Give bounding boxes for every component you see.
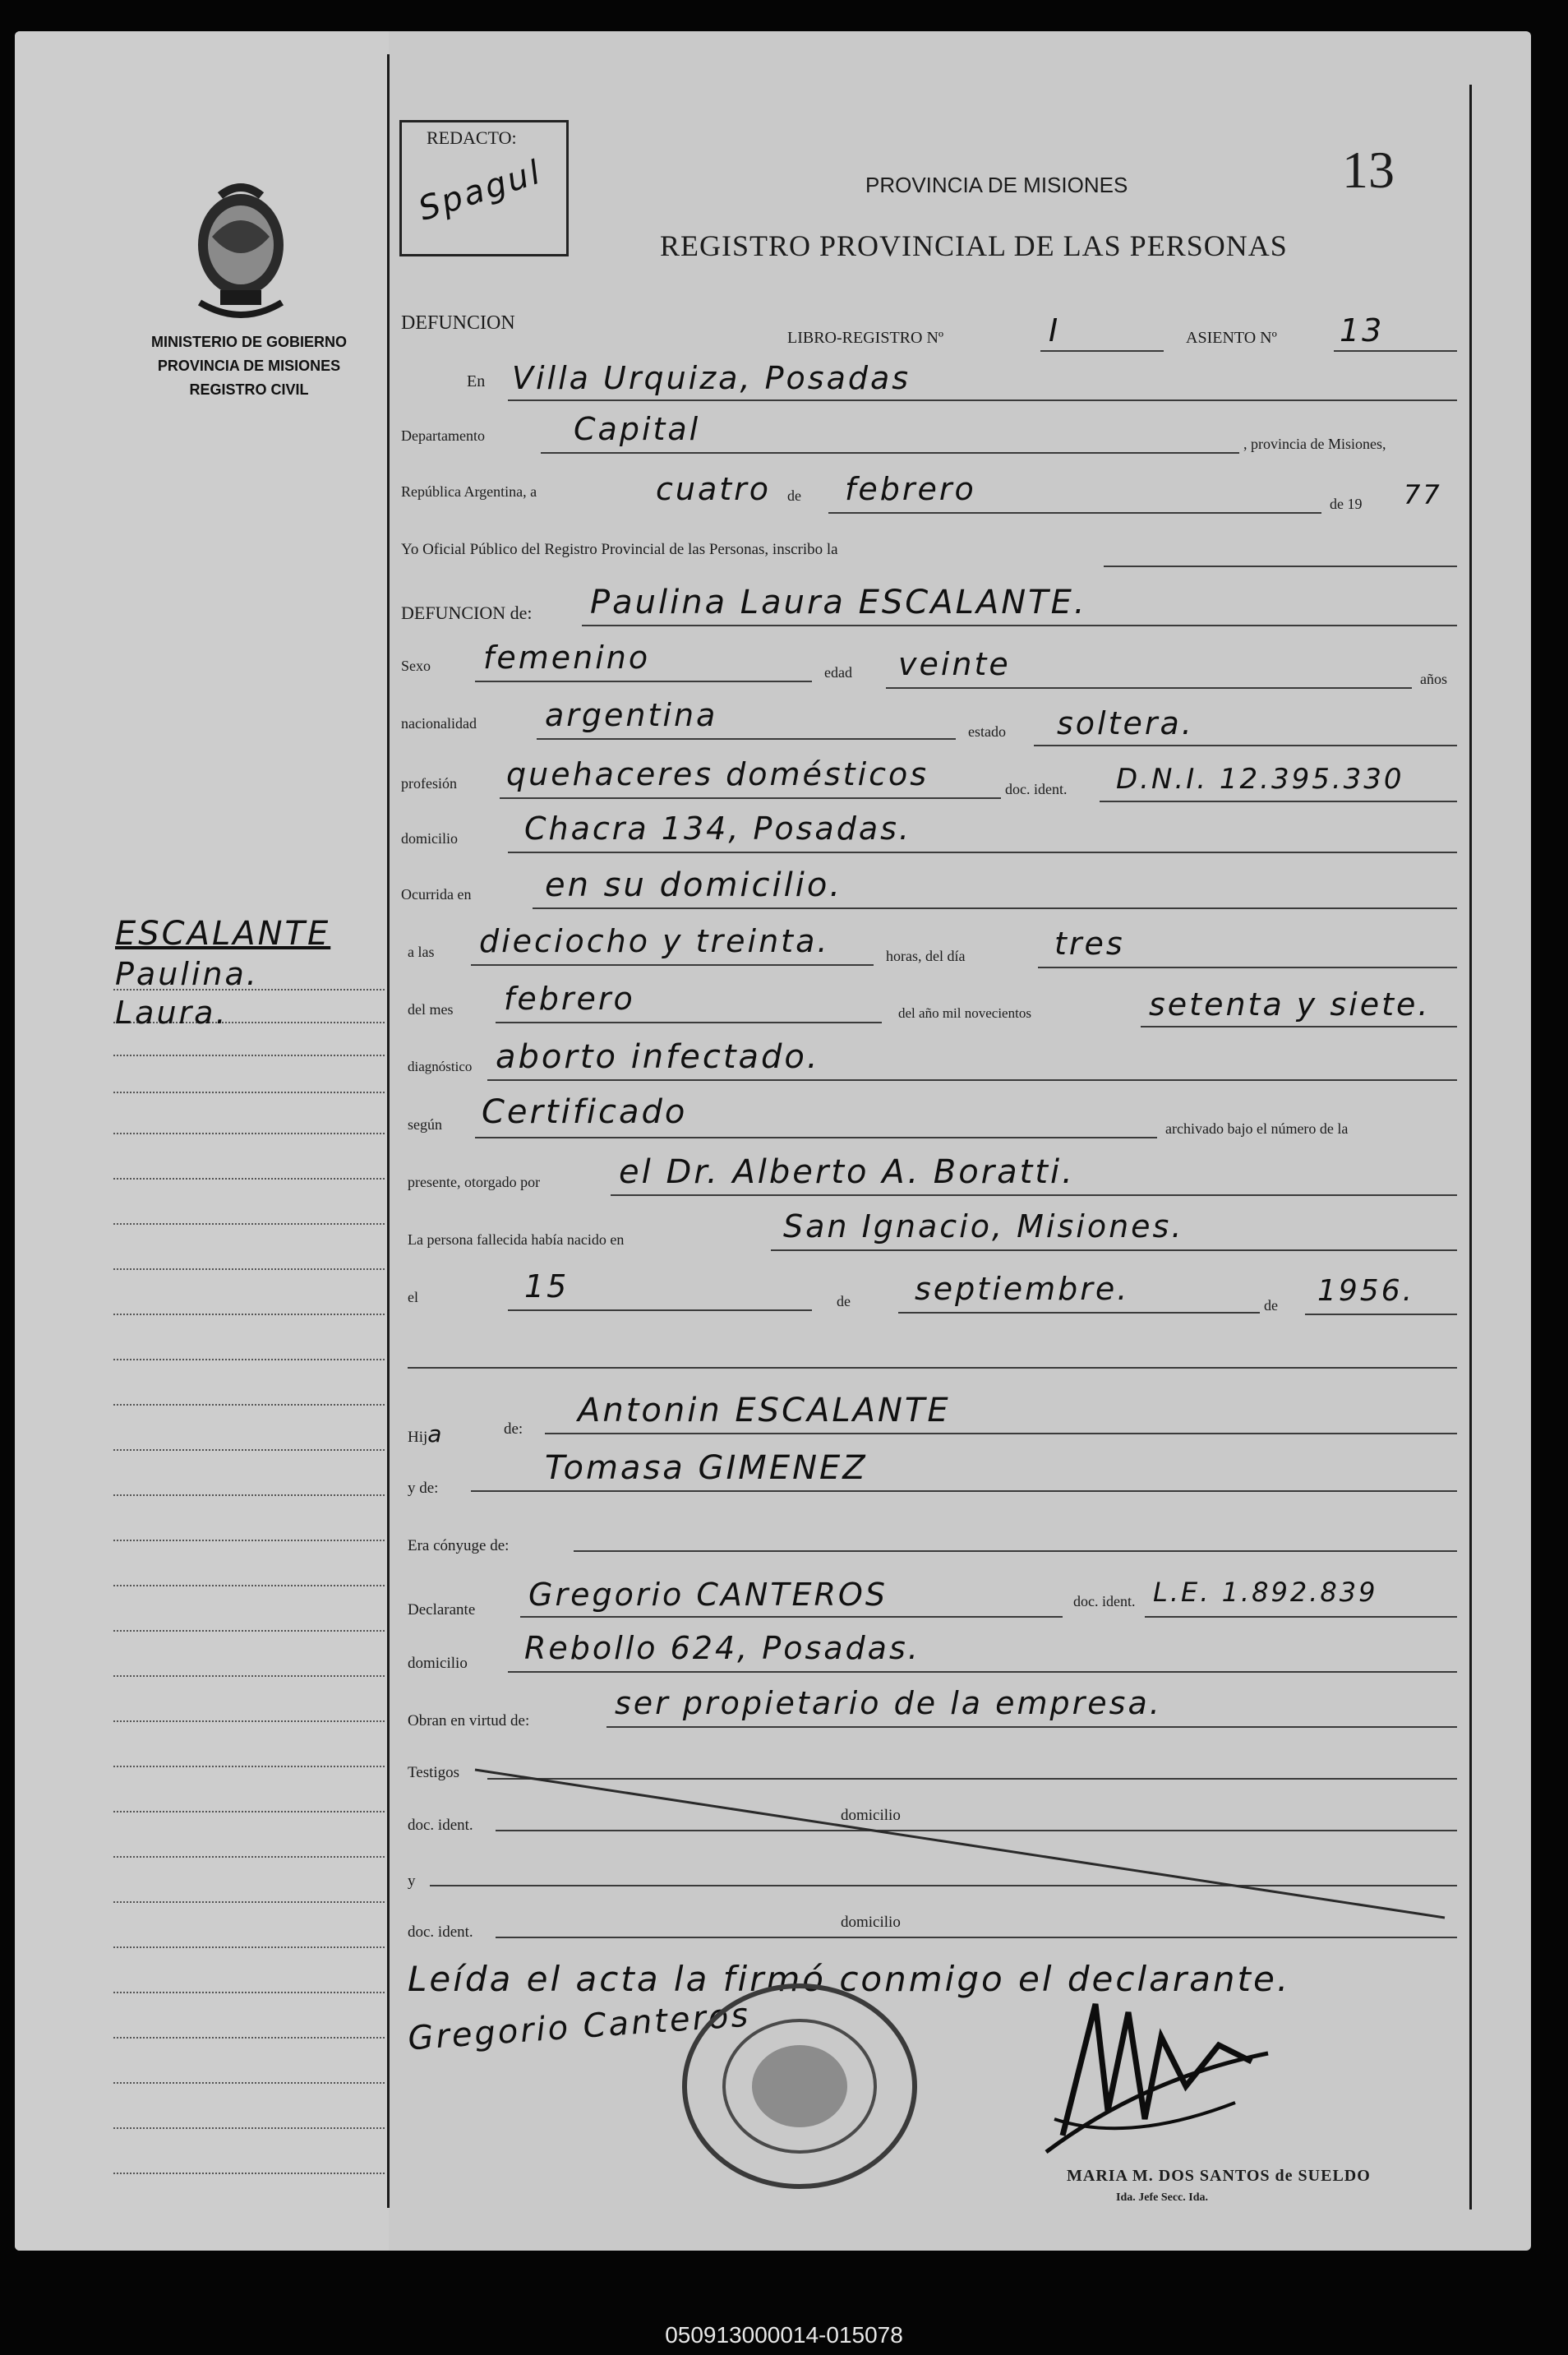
official-signature — [1030, 1988, 1276, 2168]
official-name: MARIA M. DOS SANTOS de SUELDO — [1067, 2167, 1371, 2185]
edad-value: veinte — [898, 646, 1011, 682]
mother-name: Tomasa GIMENEZ — [545, 1449, 868, 1487]
deceased-name: Paulina Laura ESCALANTE. — [590, 584, 1087, 621]
testigos-label: Testigos — [408, 1764, 460, 1781]
horas-label: horas, del día — [886, 948, 966, 964]
nacionalidad-value: argentina — [545, 697, 718, 733]
departamento-value: Capital — [574, 411, 701, 447]
official-round-seal — [676, 1979, 923, 2193]
diagnostico-label: diagnóstico — [408, 1059, 473, 1074]
obran-label: Obran en virtud de: — [408, 1712, 530, 1729]
margin-surname: ESCALANTE — [115, 915, 331, 953]
dom2-label: domicilio — [841, 1914, 901, 1931]
estado-value: soltera. — [1057, 705, 1194, 741]
domicilio-label: domicilio — [401, 830, 458, 847]
decl-doc-value: L.E. 1.892.839 — [1153, 1577, 1378, 1608]
mes-value: febrero — [504, 981, 635, 1017]
official-title: Ida. Jefe Secc. Ida. — [1116, 2191, 1208, 2204]
nacido-label: La persona fallecida había nacido en — [408, 1231, 625, 1248]
hora-value: dieciocho y treinta. — [479, 923, 830, 959]
year-label: de 19 — [1330, 496, 1363, 512]
alas-label: a las — [408, 944, 435, 960]
doc1-label: doc. ident. — [408, 1817, 473, 1834]
nacido-value: San Ignacio, Misiones. — [783, 1208, 1184, 1244]
en-label: En — [467, 372, 486, 390]
de3-label: de — [1264, 1297, 1278, 1314]
hij-prefix: Hij — [408, 1429, 428, 1446]
defuncion-de-label: DEFUNCION de: — [401, 603, 533, 623]
ministry-line-3: REGISTRO CIVIL — [189, 381, 309, 398]
witness-strike-line — [15, 31, 1531, 2251]
obran-value: ser propietario de la empresa. — [615, 1685, 1162, 1721]
redacto-signature: Spagul — [413, 153, 547, 229]
dia-value: tres — [1054, 926, 1125, 962]
registry-title: REGISTRO PROVINCIAL DE LAS PERSONAS — [660, 229, 1288, 262]
profesion-label: profesión — [401, 775, 457, 792]
y-label: y — [408, 1872, 416, 1890]
ministry-line-1: MINISTERIO DE GOBIERNO — [150, 334, 348, 350]
presente-value: el Dr. Alberto A. Boratti. — [619, 1153, 1075, 1191]
yde-label: y de: — [408, 1480, 439, 1497]
doc-label: doc. ident. — [1005, 781, 1068, 797]
birth-day: 15 — [524, 1268, 570, 1304]
segun-label: según — [408, 1116, 442, 1133]
decl-dom-label: domicilio — [408, 1655, 468, 1672]
profesion-value: quehaceres domésticos — [506, 756, 929, 792]
provincia-suffix: , provincia de Misiones, — [1243, 436, 1386, 452]
libro-value: I — [1049, 312, 1061, 349]
declarant-signature: Gregorio Canteros — [406, 1996, 752, 2058]
el-label: el — [408, 1289, 418, 1305]
birth-year: 1956. — [1317, 1274, 1415, 1308]
ocurrida-value: en su domicilio. — [545, 866, 843, 904]
asiento-value: 13 — [1340, 312, 1385, 349]
declarante-value: Gregorio CANTEROS — [528, 1577, 888, 1613]
edad-label: edad — [824, 664, 852, 681]
oficial-statement: Yo Oficial Público del Registro Provincial de las Personas, inscribo la — [401, 541, 838, 558]
delano-label: del año mil novecientos — [898, 1005, 1031, 1021]
hij-suffix: a — [427, 1420, 445, 1448]
hij-de-label: de: — [504, 1420, 523, 1438]
birth-month: septiembre. — [915, 1271, 1130, 1307]
segun-value: Certificado — [482, 1093, 688, 1131]
estado-label: estado — [968, 723, 1006, 740]
en-value: Villa Urquiza, Posadas — [512, 360, 911, 396]
dom1-label: domicilio — [841, 1807, 901, 1824]
ano-value: setenta y siete. — [1149, 986, 1431, 1023]
ocurrida-label: Ocurrida en — [401, 886, 472, 903]
archivado-label: archivado bajo el número de la — [1165, 1120, 1349, 1137]
doc-value: D.N.I. 12.395.330 — [1116, 763, 1404, 796]
delmes-label: del mes — [408, 1001, 454, 1018]
decl-dom-value: Rebollo 624, Posadas. — [524, 1630, 920, 1666]
day-value: cuatro — [656, 471, 772, 507]
margin-name-2: Laura. — [115, 995, 228, 1031]
departamento-label: Departamento — [401, 427, 485, 444]
declarante-label: Declarante — [408, 1601, 476, 1618]
domicilio-value: Chacra 134, Posadas. — [524, 810, 912, 847]
form-type: DEFUNCION — [401, 312, 515, 334]
father-name: Antonin ESCALANTE — [578, 1392, 951, 1429]
de2-label: de — [837, 1293, 851, 1309]
closing-statement: Leída el acta la firmó conmigo el declarante. — [408, 1959, 1291, 1999]
diagnostico-value: aborto infectado. — [496, 1038, 820, 1076]
republica-label: República Argentina, a — [401, 483, 537, 500]
redacto-label: REDACTO: — [427, 127, 517, 148]
margin-name-1: Paulina. — [115, 956, 259, 992]
nacionalidad-label: nacionalidad — [401, 715, 477, 732]
month-value: febrero — [845, 471, 976, 507]
libro-label: LIBRO-REGISTRO Nº — [787, 329, 944, 347]
scan-identifier: 050913000014-015078 — [665, 2322, 903, 2348]
anos-label: años — [1420, 671, 1447, 687]
sexo-value: femenino — [483, 640, 651, 676]
doc2-label: doc. ident. — [408, 1923, 473, 1941]
page-number: 13 — [1342, 141, 1395, 199]
register-sheet — [15, 31, 1531, 2251]
presente-label: presente, otorgado por — [408, 1174, 541, 1190]
de-label: de — [787, 487, 801, 504]
conyuge-label: Era cónyuge de: — [408, 1537, 510, 1554]
ministry-line-2: PROVINCIA DE MISIONES — [157, 358, 341, 374]
year-value: 77 — [1404, 479, 1442, 510]
province-title: PROVINCIA DE MISIONES — [865, 173, 1128, 197]
decl-doc-label: doc. ident. — [1073, 1593, 1136, 1609]
sexo-label: Sexo — [401, 658, 431, 674]
asiento-label: ASIENTO Nº — [1186, 329, 1277, 347]
